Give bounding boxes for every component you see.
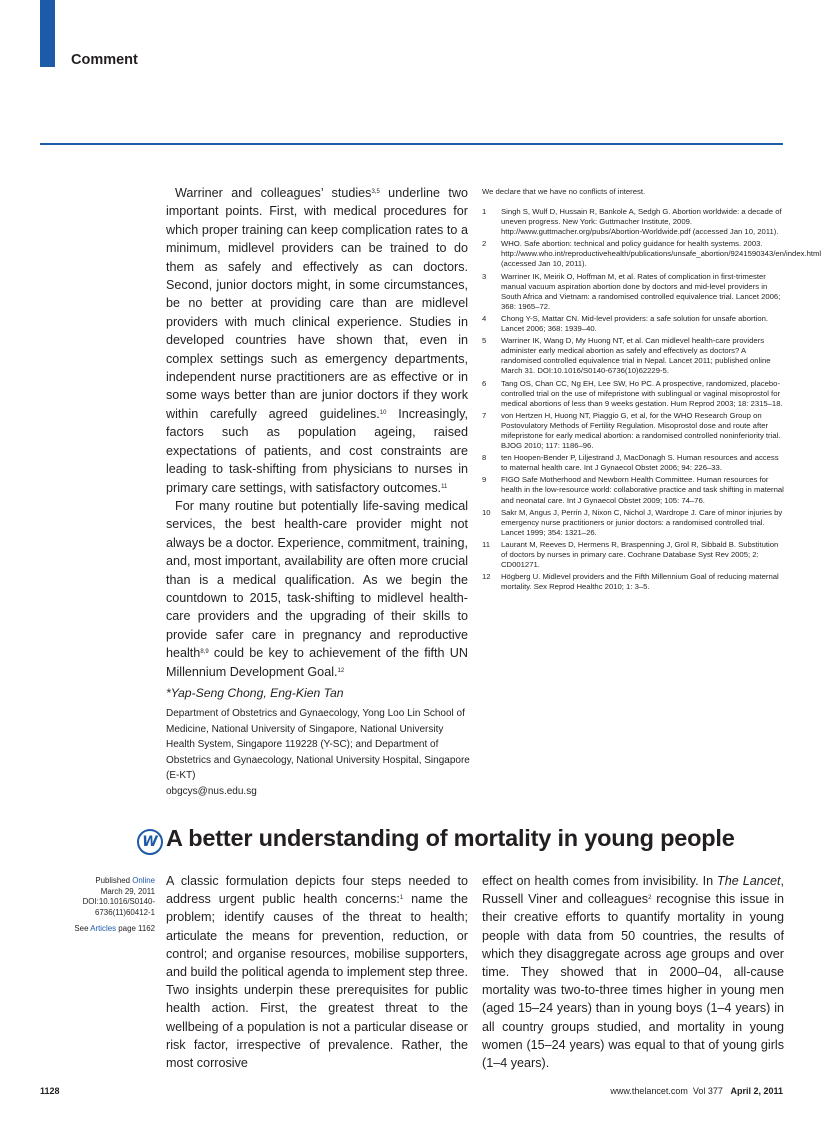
author-affiliation: [166, 706, 471, 800]
reference-item: [482, 272, 785, 312]
footer-volume: Vol 377: [692, 1086, 723, 1096]
reference-list: [482, 207, 822, 594]
published-online-link[interactable]: Online: [132, 876, 155, 885]
reference-number: 2: [482, 239, 487, 249]
reference-number: 8: [482, 453, 487, 463]
reference-text: von Hertzen H, Huong NT, Piaggio G, et al, for the WHO Research Group on Postovulatory Methods of Fertility Regulation. Misoprostol dose and route after mifepristone for early medical abortion: a randomised controlled noninferiority trial. BJOG 2010; 117: 1186–96.: [501, 410, 781, 451]
reference-item: [482, 411, 785, 451]
lancet-w-logo-icon: W: [137, 829, 163, 855]
reference-text: Chong Y-S, Mattar CN. Mid-level providers: a safe solution for unsafe abortion. Lancet 2006; 368: 1939–40.: [501, 313, 769, 334]
reference-number: 5: [482, 336, 487, 346]
reference-item: [482, 540, 785, 570]
reference-text: FIGO Safe Motherhood and Newborn Health Committee. Human resources for health in the low-resource world: collaborative practice and task shifting in maternal and neonatal care. Int J Gynaecol Obstet 2009; 105: 74–76.: [501, 475, 784, 505]
section-color-bar: [40, 0, 55, 67]
reference-text: Sakr M, Angus J, Perrin J, Nixon C, Nichol J, Wardrope J. Care of minor injuries by emergency nurse practitioners or junior doctors: a randomised controlled trial. Lancet 1999; 354: 1321–26.: [501, 507, 783, 537]
reference-text: Tang OS, Chan CC, Ng EH, Lee SW, Ho PC. A prospective, randomized, placebo-controlled trial on the use of mifepristone with sublingual or vaginal misoprostol for medical abortions of less than 9 weeks gestation. Hum Reprod 2003; 18: 2315–18.: [501, 378, 783, 408]
article-doi: DOI:10.1016/S0140-6736(11)60412-1: [82, 897, 155, 917]
section-divider: [40, 143, 783, 145]
reference-item: [482, 572, 785, 592]
author-email[interactable]: obgcys@nus.edu.sg: [166, 785, 257, 797]
see-articles-link[interactable]: Articles: [90, 924, 117, 934]
article-column-left: A classic formulation depicts four steps needed to address urgent public health concerns:$^1$ name the problem; identify causes of the threat to health; articulate the means for prevention, reduction, or control; and organise resources, mobilise supporters, and build the political agenda to implement step three. Two insights underpin these prerequisites for public health action. First, the greatest threat to the wellbeing of a population is not a particular disease or risk factor, irrespective of prevalence. Rather, the most corrosive: [166, 874, 468, 1071]
page-number: 1128: [40, 1086, 60, 1096]
letter-paragraph-2: For many routine but potentially life-saving medical services, the best health-care provider might not always be a doctor. Experience, commitment, training, and, most important, availability are often more crucial than is a medical qualification. As we begin the countdown to 2015, task-shifting to midlevel health-care providers and the upgrading of their skills to provide safer care in pregnancy and reproductive health$^{8,9}$ could be key to achievement of the fifth UN Millennium Development Goal.$^{12}$: [166, 498, 468, 679]
reference-text: Singh S, Wulf D, Hussain R, Bankole A, Sedgh G. Abortion worldwide: a decade of uneven progress. New York: Guttmacher Institute, 2009. http://www.guttmacher.org/pubs/Abortion-Worldwide.pdf (accessed Jan 10, 2011).: [501, 207, 782, 237]
reference-number: 7: [482, 410, 487, 420]
reference-number: 11: [482, 539, 490, 549]
reference-item: [482, 239, 822, 269]
article-column-right: effect on health comes from invisibility. In The Lancet, Russell Viner and colleagues$^2$ recognise this issue in their creative efforts to quantify mortality in young people with data from 50 countries, the results of which they disaggregate across age groups and over time. They showed that in 2000–04, all-cause mortality was two-to-three times higher in young men (aged 15–24 years) than in young boys (1–4 years) in all country groups studied, and mortality in young women (15–24 years) was equal to that of young girls (1–4 years).: [482, 874, 785, 1071]
footer-site[interactable]: www.thelancet.com: [610, 1086, 688, 1096]
reference-item: [482, 207, 785, 237]
section-label: Comment: [71, 52, 138, 68]
reference-number: 6: [482, 378, 487, 388]
reference-number: 4: [482, 313, 487, 323]
published-date: March 29, 2011: [100, 886, 155, 896]
reference-text: Warriner IK, Wang D, My Huong NT, et al. Can midlevel health-care providers administer early medical abortion as safely and effectively as doctors? A randomised controlled equivalence trial in Nepal. Lancet 2011; published online March 31. DOI:10.1016/S0140-6736(10)62229-5.: [501, 336, 771, 376]
published-line: Published Online: [95, 876, 155, 885]
reference-item: [482, 475, 785, 505]
reference-text: ten Hoopen-Bender P, Liljestrand J, MacDonagh S. Human resources and access to maternal health care. Int J Gynaecol Obstet 2006; 94: 226–33.: [501, 453, 779, 473]
reference-number: 3: [482, 271, 487, 281]
reference-item: [482, 336, 785, 376]
reference-number: 1: [482, 207, 487, 216]
see-also: See Articles page 1162: [74, 924, 155, 934]
reference-number: 12: [482, 572, 491, 582]
reference-item: [482, 314, 785, 334]
footer-date: April 2, 2011: [730, 1086, 783, 1096]
reference-item: [482, 379, 785, 409]
article-headline: A better understanding of mortality in young people: [166, 825, 735, 851]
letter-paragraph-1: Warriner and colleagues’ studies$^{3,5}$ underline two important points. First, with medical procedures for which proper training can keep complication rates to a minimum, midlevel providers can be trained to do them as safely and effectively as can doctors. Second, junior doctors might, in some circumstances, be no better at providing care than are midlevel providers with much clinical experience. Studies in developed countries have shown that, even in complex settings such as emergency departments, independent nurse practitioners are as effective or in some ways better than are junior doctors if they work within carefully agreed guidelines.$^{10}$ Increasingly, factors such as population ageing, raised expectations of patients, and cost constraints are leading to task-shifting from physicians to nurses in primary care settings, with satisfactory outcomes.$^{11}$: [166, 186, 468, 495]
reference-text: WHO. Safe abortion: technical and policy guidance for health systems. 2003. http://www.who.int/reproductivehealth/publications/unsafe_abortion/9241590343/en/index.html (accessed Jan 10, 2011).: [501, 239, 822, 269]
author-names: *Yap-Seng Chong, Eng-Kien Tan: [166, 686, 344, 700]
conflict-declaration: We declare that we have no conflicts of interest.: [482, 187, 646, 196]
affiliation-text: Department of Obstetrics and Gynaecology, Yong Loo Lin School of Medicine, National University of Singapore, National University Health System, Singapore 119228 (Y-SC); and Department of Obstetrics and Gynaecology, National University Hospital, Singapore (E-KT): [166, 708, 470, 782]
reference-number: 9: [482, 475, 487, 485]
letter-body: [166, 184, 468, 681]
reference-item: [482, 508, 785, 538]
reference-text: Warriner IK, Meirik O, Hoffman M, et al. Rates of complication in first-trimester manual vacuum aspiration abortion done by doctors and mid-level providers in South Africa and Vietnam: a randomised controlled equivalence trial. Lancet 2006; 368: 1965–72.: [501, 271, 781, 311]
reference-text: Laurant M, Reeves D, Hermens R, Braspenning J, Grol R, Sibbald B. Substitution of doctors by nurses in primary care. Cochrane Database Syst Rev 2005; 2: CD001271.: [501, 539, 779, 570]
reference-text: Högberg U. Midlevel providers and the Fifth Millennium Goal of reducing maternal mortality. Sex Reprod Healthc 2010; 1: 3–5.: [501, 572, 779, 592]
publication-sidenote: [50, 876, 155, 935]
reference-number: 10: [482, 507, 491, 517]
reference-item: [482, 453, 785, 473]
page-footer: [610, 1086, 783, 1096]
